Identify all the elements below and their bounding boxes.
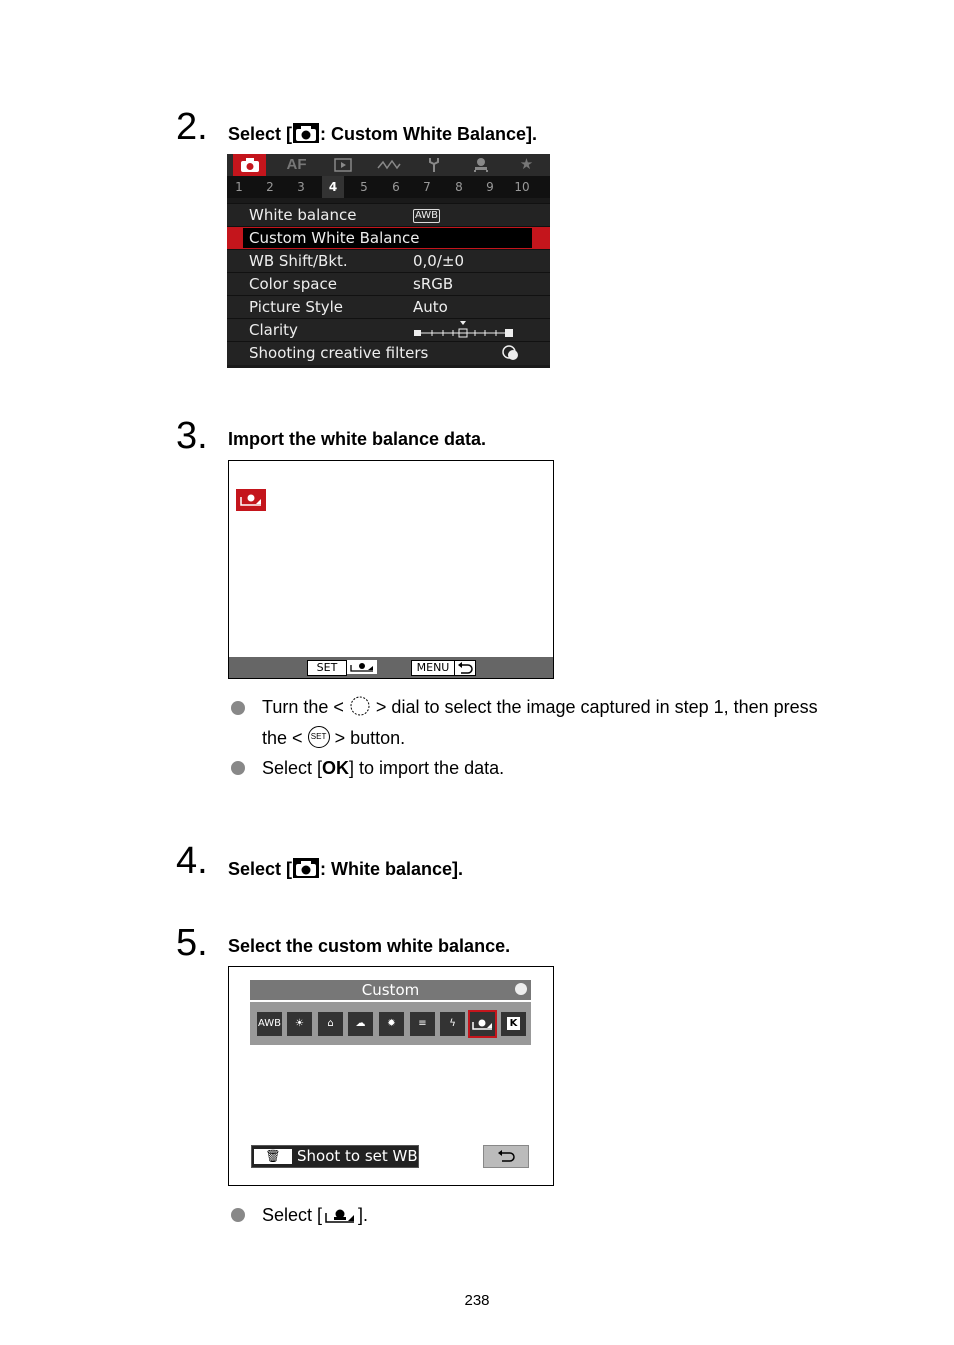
- menu-item-value: 0,0/±0: [413, 252, 465, 270]
- page-number: 238: [464, 1292, 490, 1309]
- menu-item-creative-filters[interactable]: [227, 341, 550, 365]
- step-title-prefix: Select [: [228, 124, 293, 144]
- filters-off-icon: [501, 342, 525, 368]
- custom-wb-icon: [322, 1205, 358, 1233]
- main-dial-icon: [349, 695, 371, 725]
- instruction-part: the <: [262, 728, 303, 748]
- set-glyph-label: SET: [310, 732, 327, 741]
- menu-item-clarity[interactable]: [227, 318, 550, 342]
- dial-icon: [515, 983, 527, 995]
- menu-item-label: WB Shift/Bkt.: [249, 252, 348, 270]
- bullet: [231, 1208, 245, 1222]
- trash-icon: 🗑: [254, 1149, 292, 1164]
- shoot-label: Shoot to set WB: [297, 1147, 418, 1165]
- wb-header: [250, 980, 531, 1000]
- menu-item-custom-white-balance[interactable]: [227, 226, 550, 250]
- set-button-icon: [308, 726, 330, 748]
- daylight-option-icon[interactable]: ☀: [287, 1012, 312, 1036]
- ok-label: OK: [322, 758, 350, 778]
- back-arrow-icon[interactable]: [454, 660, 476, 676]
- back-arrow-icon: [484, 1146, 528, 1167]
- tungsten-option-icon[interactable]: ✹: [379, 1012, 404, 1036]
- page-tab-active[interactable]: 4: [322, 176, 344, 198]
- instruction-part: ] to import the data.: [349, 758, 505, 778]
- flash-option-icon[interactable]: ϟ: [440, 1012, 465, 1036]
- bullet: [231, 761, 245, 775]
- bullet: [231, 701, 245, 715]
- page-tab[interactable]: 10: [514, 180, 530, 194]
- step-title: Import the white balance data.: [228, 429, 487, 449]
- wb-select-screen: [228, 966, 554, 1186]
- back-button[interactable]: [483, 1145, 529, 1168]
- wb-header-title: Custom: [361, 981, 420, 999]
- menu-item-label: Clarity: [249, 321, 298, 339]
- instruction-text: [262, 755, 504, 782]
- step-title-suffix: : White balance].: [320, 859, 464, 879]
- play-tab-icon[interactable]: [326, 154, 359, 176]
- wave-tab-icon[interactable]: [372, 154, 405, 176]
- import-screen-bottom-bar: [229, 657, 553, 678]
- wrench-tab-icon[interactable]: [417, 154, 450, 176]
- camera-icon: [293, 858, 319, 883]
- custom-wb-icon: [236, 489, 266, 516]
- menu-item-color-space[interactable]: [227, 272, 550, 296]
- kelvin-option[interactable]: [501, 1012, 526, 1036]
- step-title: Select the custom white balance.: [228, 936, 511, 956]
- page-tab[interactable]: 1: [235, 180, 243, 194]
- page-tab[interactable]: 3: [297, 180, 305, 194]
- instruction-text: [262, 694, 882, 752]
- instruction-part: Select [: [262, 758, 323, 778]
- custom-wb-option-icon[interactable]: [470, 1012, 495, 1036]
- menu-key[interactable]: MENU: [411, 660, 455, 676]
- step-number: 2.: [176, 106, 208, 148]
- menu-tabs: [227, 154, 550, 176]
- menu-item-picture-style[interactable]: [227, 295, 550, 319]
- step-title-suffix: : Custom White Balance].: [320, 124, 538, 144]
- menu-pages: [227, 176, 550, 198]
- page-tab[interactable]: 8: [455, 180, 463, 194]
- star-tab-icon[interactable]: ★: [519, 156, 534, 173]
- step-title-prefix: Select [: [228, 859, 293, 879]
- page-tab[interactable]: 7: [423, 180, 431, 194]
- page-tab[interactable]: 5: [360, 180, 368, 194]
- camera-tab-icon[interactable]: [233, 154, 266, 176]
- shoot-to-set-wb-button[interactable]: [251, 1145, 419, 1168]
- person-tab-icon[interactable]: [464, 154, 497, 176]
- instruction-part: Select [: [262, 1205, 323, 1225]
- instruction-part: Turn the <: [262, 697, 344, 717]
- step-number: 4.: [176, 840, 208, 882]
- menu-item-value: Auto: [413, 298, 448, 316]
- instruction-part: > button.: [334, 728, 406, 748]
- instruction-part: > dial to select the image captured in step 1, then press: [375, 697, 818, 717]
- cloudy-option-icon[interactable]: ☁: [348, 1012, 373, 1036]
- import-wb-screen: [228, 460, 554, 679]
- awb-badge: AWB: [415, 210, 439, 221]
- menu-item-label: Shooting creative filters: [249, 344, 429, 362]
- custom-wb-icon: [347, 660, 377, 674]
- instruction-text: [262, 1202, 368, 1233]
- menu-item-label: Custom White Balance: [249, 229, 420, 247]
- menu-item-value: sRGB: [413, 275, 454, 293]
- set-key[interactable]: SET: [307, 660, 347, 676]
- menu-item-label: White balance: [249, 206, 357, 224]
- af-tab[interactable]: AF: [286, 156, 307, 173]
- menu-item-white-balance[interactable]: [227, 203, 550, 227]
- fluorescent-option-icon[interactable]: ≡: [410, 1012, 435, 1036]
- kelvin-label: K: [507, 1017, 520, 1030]
- step-number: 3.: [176, 415, 208, 457]
- step-number: 5.: [176, 922, 208, 964]
- step-title: [228, 123, 537, 148]
- menu-item-label: Picture Style: [249, 298, 344, 316]
- menu-item-wb-shift[interactable]: [227, 249, 550, 273]
- camera-menu-screen: [227, 154, 550, 368]
- menu-item-label: Color space: [249, 275, 337, 293]
- wb-icon-strip: [250, 1002, 531, 1045]
- page-tab[interactable]: 2: [266, 180, 274, 194]
- camera-icon: [293, 123, 319, 148]
- page-tab[interactable]: 9: [486, 180, 494, 194]
- awb-option[interactable]: AWB: [257, 1012, 282, 1036]
- step-title: [228, 858, 463, 883]
- shade-option-icon[interactable]: ⌂: [318, 1012, 343, 1036]
- instruction-part: ].: [358, 1205, 369, 1225]
- page-tab[interactable]: 6: [392, 180, 400, 194]
